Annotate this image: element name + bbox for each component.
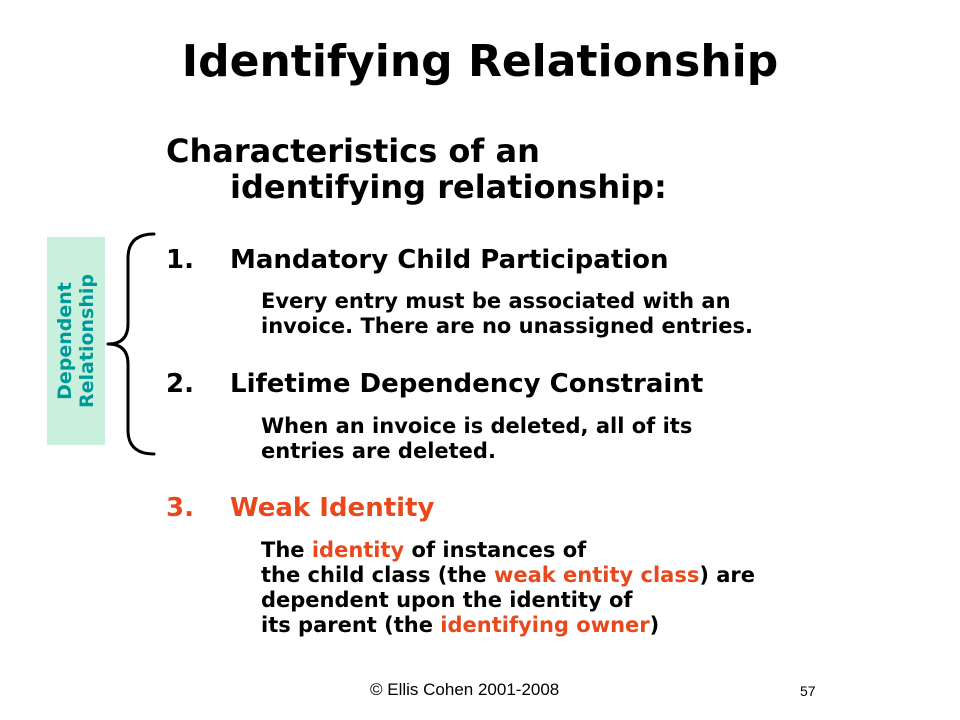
highlight-identity: identity [311, 538, 405, 562]
item-1-number: 1. [166, 245, 194, 275]
item-2-heading [166, 369, 703, 399]
desc-text: ) are [699, 563, 756, 587]
highlight-weak-entity-class: weak entity class [493, 563, 700, 587]
side-label-line-1: Dependent [54, 282, 76, 400]
item-3-heading-text: Weak Identity [230, 493, 435, 523]
item-3-desc-line-2 [261, 563, 755, 588]
curly-brace-icon [104, 228, 164, 460]
item-2-description [261, 414, 692, 464]
copyright-footer: © Ellis Cohen 2001-2008 [370, 680, 560, 699]
item-3-description [261, 538, 755, 638]
desc-text: of instances of [404, 538, 587, 562]
side-label [54, 274, 98, 408]
page-number: 57 [800, 683, 816, 699]
item-3-heading [166, 493, 434, 523]
item-3-desc-line-1 [261, 538, 755, 563]
desc-text: The [261, 538, 312, 562]
item-2-desc-line-1: When an invoice is deleted, all of its [261, 414, 693, 438]
highlight-identifying-owner: identifying owner [440, 613, 650, 637]
desc-text: its parent (the [261, 613, 441, 637]
slide-title: Identifying Relationship [181, 36, 779, 87]
item-1-desc-line-1: Every entry must be associated with an [261, 289, 731, 313]
item-1-desc-line-2: invoice. There are no unassigned entries. [261, 314, 753, 338]
item-2-heading-text: Lifetime Dependency Constraint [230, 369, 704, 399]
item-2-number: 2. [166, 369, 194, 399]
item-3-desc-line-3: dependent upon the identity of [261, 588, 633, 612]
item-1-heading-text: Mandatory Child Participation [230, 245, 669, 275]
item-1-heading [166, 245, 669, 275]
side-label-line-2: Relationship [76, 274, 98, 408]
item-2-desc-line-2: entries are deleted. [261, 439, 496, 463]
desc-text: the child class (the [261, 563, 494, 587]
desc-text: ) [649, 613, 660, 637]
subtitle-line-2: identifying relationship: [230, 168, 667, 206]
item-3-number: 3. [166, 493, 194, 523]
subtitle-line-1: Characteristics of an [166, 132, 540, 170]
item-1-description [261, 289, 753, 339]
item-3-desc-line-4 [261, 613, 755, 638]
subtitle [166, 133, 667, 205]
